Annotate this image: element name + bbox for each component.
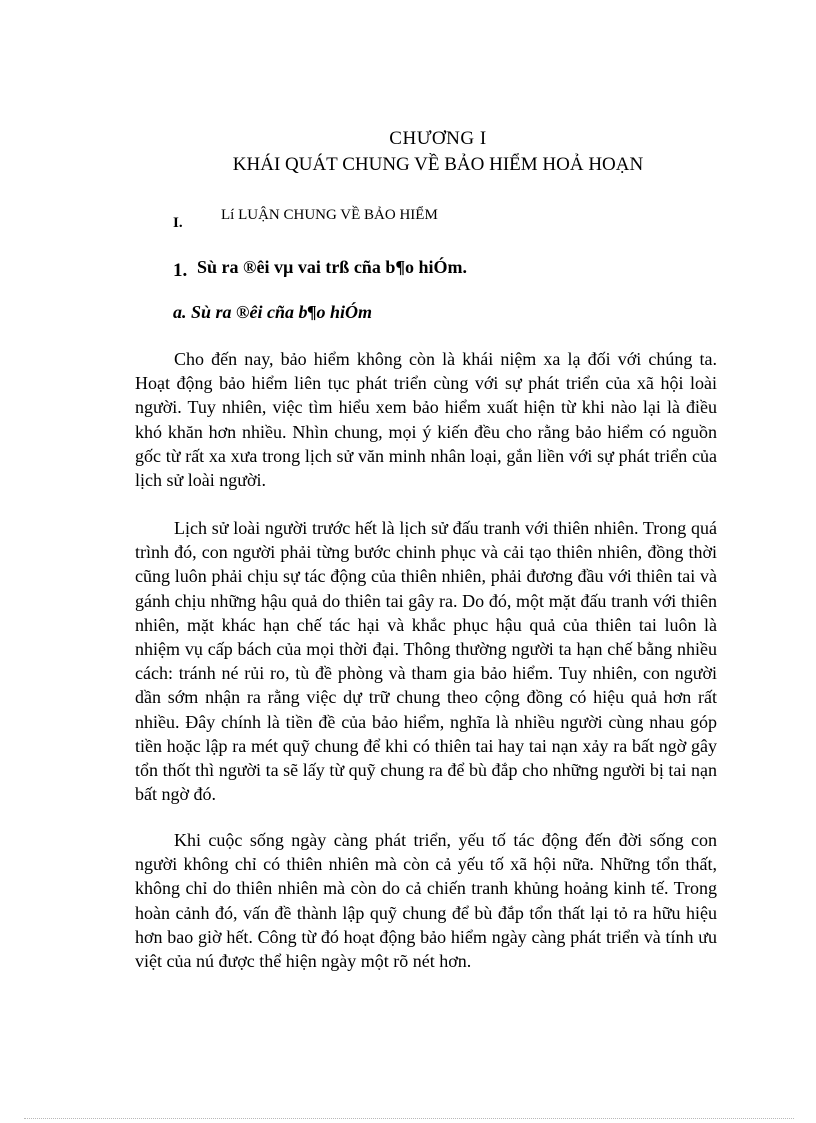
body-paragraph: Lịch sử loài người trước hết là lịch sử đấu tranh với thiên nhiên. Trong quá trình đó, con người phải từng bước chinh phục và cải tạo thiên nhiên, đồng thời cũng luôn phải chịu sự tác động của thiên nhiên, phải đương đầu với thiên tai và gánh chịu những hậu quả do thiên tai gây ra. Do đó, một mặt đấu tranh với thiên nhiên, mặt khác hạn chế tác hại và khắc phục hậu quả của thiên tai luôn là nhiệm vụ cấp bách của mọi thời đại. Thông thường người ta hạn chế bằng nhiều cách: tránh né rủi ro, tù đề phòng và tham gia bảo hiểm. Tuy nhiên, con người dần sớm nhận ra rằng việc dự trữ chung theo cộng đồng có hiệu quả hơn rất nhiều. Đây chính là tiền đề của bảo hiểm, nghĩa là nhiều người cùng nhau góp tiền hoặc lập ra mét quỹ chung để khi có thiên tai hay tai nạn xảy ra bất ngờ gây tổn thốt thì người ta sẽ lấy từ quỹ chung ra để bù đắp cho những người bị tai nạn bất ngờ đó. [135,518,717,805]
body-paragraph: Khi cuộc sống ngày càng phát triển, yếu tố tác động đến đời sống con người không chỉ có thiên nhiên mà còn cả yếu tố xã hội nữa. Những tổn thất, không chỉ do thiên nhiên mà còn do cả chiến tranh khủng hoảng kinh tế. Trong hoàn cảnh đó, vấn đề thành lập quỹ chung để bù đắp tổn thất lại tỏ ra hữu hiệu hơn bao giờ hết. Công từ đó hoạt động bảo hiểm ngày càng phát triển và tính ưu việt của nú được thể hiện ngày một rõ nét hơn. [135,830,717,972]
chapter-number: CHƯƠNG I [389,128,487,149]
subsubsection-title: a. Sù ra ®êi cña b¶o hiÓm [173,302,372,322]
subsection-number: 1. [173,260,188,281]
section-title: Lí LUẬN CHUNG VỀ BẢO HIỂM [221,207,438,223]
chapter-title: KHÁI QUÁT CHUNG VỀ BẢO HIỂM HOẢ HOẠN [232,154,644,175]
body-paragraph: Cho đến nay, bảo hiểm không còn là khái niệm xa lạ đối với chúng ta. Hoạt động bảo hiểm liên tục phát triển cùng với sự phát triển của xã hội loài người. Tuy nhiên, việc tìm hiểu xem bảo hiểm xuất hiện từ khi nào lại là điều khó khăn hơn nhiều. Nhìn chung, mọi ý kiến đều cho rằng bảo hiểm có nguồn gốc từ rất xa xưa trong lịch sử văn minh nhân loại, gắn liền với sự phát triển của lịch sử loài người. [135,349,717,491]
subsection-title: Sù ra ®êi vµ vai trß cña b¶o hiÓm. [197,257,468,277]
page-bottom-rule [24,1118,794,1119]
section-number: I. [173,215,183,231]
